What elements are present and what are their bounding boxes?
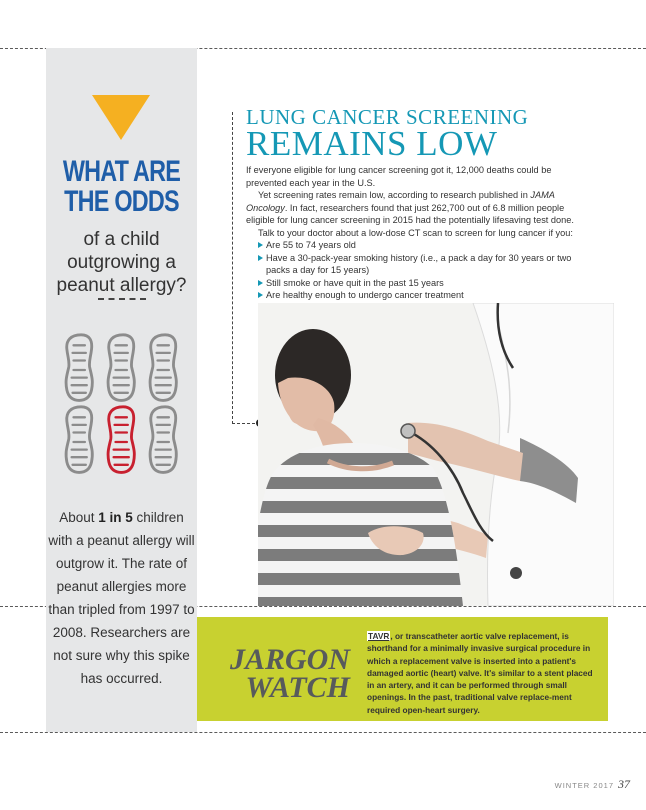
article-dashed-line xyxy=(232,112,233,424)
stat-prefix: About xyxy=(59,510,99,525)
jargon-definition xyxy=(367,630,602,716)
odds-title-line2: THE ODDS xyxy=(64,185,179,218)
page-footer xyxy=(555,777,630,792)
sidebar-dash-divider xyxy=(98,298,146,300)
article-kicker: LUNG CANCER SCREENING xyxy=(246,105,529,129)
odds-subtitle-line2: outgrowing a xyxy=(67,252,176,273)
peanut-icon xyxy=(66,335,92,401)
list-item xyxy=(258,252,584,277)
article-body xyxy=(246,164,584,302)
bullet-triangle-icon xyxy=(258,292,263,298)
article-para-2 xyxy=(246,189,584,227)
list-item xyxy=(258,289,584,302)
peanut-icon xyxy=(66,407,92,473)
article-para-1: If everyone eligible for lung cancer screening got it, 12,000 deaths could be prevented each year in the U.S. xyxy=(246,165,552,188)
odds-subtitle-line3: peanut allergy? xyxy=(56,275,187,296)
criteria-list xyxy=(246,239,584,302)
list-item-text: Have a 30-pack-year smoking history (i.e., a pack a day for 30 years or two packs a day for 15 years) xyxy=(266,252,572,275)
peanut-icon xyxy=(108,335,134,401)
journal-name: JAMA Oncology xyxy=(246,190,555,213)
list-item-text: Still smoke or have quit in the past 15 years xyxy=(266,277,444,288)
bullet-triangle-icon xyxy=(258,280,263,286)
list-item-text: Are healthy enough to undergo cancer treatment xyxy=(266,290,464,300)
doctor-patient-photo xyxy=(258,303,614,606)
list-item xyxy=(258,239,584,252)
article-para-3: Talk to your doctor about a low-dose CT scan to screen for lung cancer if you: xyxy=(258,227,573,238)
para2-pre: Yet screening rates remain low, according to research published in xyxy=(258,190,531,200)
odds-subtitle-line1: of a child xyxy=(83,229,160,250)
jargon-term: TAVR xyxy=(368,631,390,641)
bottom-divider xyxy=(0,732,646,733)
peanut-icon-highlighted xyxy=(108,407,134,473)
stat-bold: 1 in 5 xyxy=(98,510,133,525)
jargon-title-line1: JARGON xyxy=(229,643,350,676)
jargon-watch-title xyxy=(210,643,350,704)
odds-subtitle xyxy=(46,228,197,297)
jargon-title-line2: WATCH xyxy=(245,671,350,704)
jargon-definition-text: , or transcatheter aortic valve replacement, is shorthand for a minimally invasive surgical procedure in which a replacement valve is inserted into a patient's damaged aortic (heart) valve. It's similar to a stent placed in an artery, and it can be performed through small openings. In the past, traditional valve replace-ment required open-heart surgery. xyxy=(367,631,593,715)
page-number: 37 xyxy=(618,777,630,791)
list-item-text: Are 55 to 74 years old xyxy=(266,240,356,250)
peanut-icons xyxy=(62,332,182,474)
stat-suffix: children with a peanut allergy will outgrow it. The rate of peanut allergies more than tripled from 1997 to 2008. Researchers are not sure why this spike has occurred. xyxy=(48,510,195,686)
odds-title xyxy=(63,157,181,217)
peanut-stat-text xyxy=(46,506,197,690)
para2-post: . In fact, researchers found that just 262,700 out of 6.8 million people eligible for lung cancer screening in 2015 had the potentially lifesaving test done. xyxy=(246,202,574,225)
list-item xyxy=(258,277,584,290)
issue-label: WINTER 2017 xyxy=(554,781,614,790)
triangle-icon xyxy=(92,95,150,140)
bullet-triangle-icon xyxy=(258,255,263,261)
article-headline: REMAINS LOW xyxy=(246,124,498,163)
peanut-icon xyxy=(150,335,176,401)
peanut-icon xyxy=(150,407,176,473)
odds-title-line1: WHAT ARE xyxy=(62,155,181,188)
bullet-triangle-icon xyxy=(258,242,263,248)
